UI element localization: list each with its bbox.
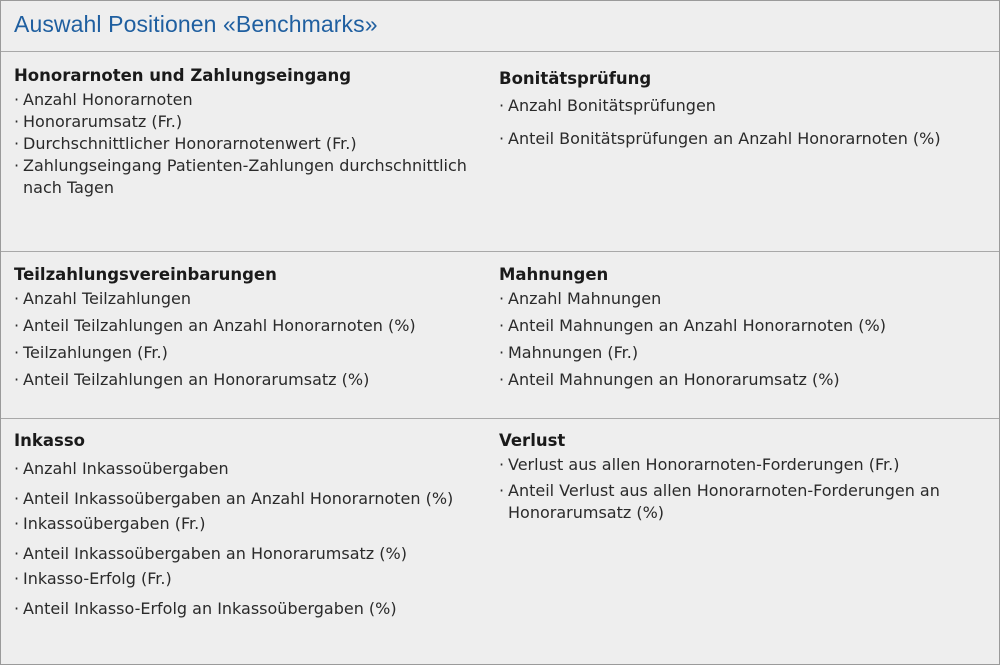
list-item: · Anzahl Teilzahlungen bbox=[14, 288, 484, 310]
section-heading: Teilzahlungsvereinbarungen bbox=[14, 265, 277, 284]
item-list bbox=[499, 288, 979, 391]
panel-title: Auswahl Positionen «Benchmarks» bbox=[14, 11, 378, 37]
section-heading: Inkasso bbox=[14, 431, 85, 450]
section-teilzahlungen bbox=[14, 263, 484, 391]
list-item: · Anzahl Bonitätsprüfungen bbox=[499, 95, 979, 117]
section-divider bbox=[1, 251, 999, 252]
section-heading: Mahnungen bbox=[499, 265, 609, 284]
section-divider bbox=[1, 418, 999, 419]
list-item: · Honorarumsatz (Fr.) bbox=[14, 111, 484, 133]
list-item: · Inkasso-Erfolg (Fr.) bbox=[14, 568, 484, 590]
list-item: · Anteil Mahnungen an Anzahl Honorarnoten (%) bbox=[499, 315, 979, 337]
section-inkasso bbox=[14, 429, 484, 623]
list-item: · Inkassoübergaben (Fr.) bbox=[14, 513, 484, 535]
list-item: · Anteil Verlust aus allen Honorarnoten-Forderungen an Honorarumsatz (%) bbox=[499, 480, 969, 524]
list-item: · Durchschnittlicher Honorarnotenwert (Fr.) bbox=[14, 133, 484, 155]
title-divider bbox=[1, 51, 999, 52]
list-item: · Teilzahlungen (Fr.) bbox=[14, 342, 484, 364]
list-item: · Anteil Bonitätsprüfungen an Anzahl Honorarnoten (%) bbox=[499, 128, 979, 150]
section-heading: Verlust bbox=[499, 431, 566, 450]
list-item: · Anteil Inkassoübergaben an Honorarumsatz (%) bbox=[14, 543, 484, 565]
list-item: · Anteil Inkassoübergaben an Anzahl Honorarnoten (%) bbox=[14, 488, 484, 510]
item-list bbox=[499, 454, 969, 524]
section-honorarnoten bbox=[14, 64, 484, 199]
section-heading: Honorarnoten und Zahlungseingang bbox=[14, 66, 352, 85]
item-list bbox=[14, 288, 484, 391]
list-item: · Verlust aus allen Honorarnoten-Forderungen (Fr.) bbox=[499, 454, 969, 476]
list-item: · Mahnungen (Fr.) bbox=[499, 342, 979, 364]
list-item: · Anzahl Inkassoübergaben bbox=[14, 458, 484, 480]
item-list bbox=[14, 458, 484, 620]
list-item: · Anteil Inkasso-Erfolg an Inkassoübergaben (%) bbox=[14, 598, 484, 620]
section-verlust bbox=[499, 429, 969, 524]
list-item: · Anteil Teilzahlungen an Anzahl Honorarnoten (%) bbox=[14, 315, 484, 337]
section-heading: Bonitätsprüfung bbox=[499, 69, 652, 88]
item-list bbox=[14, 89, 484, 199]
list-item: · Anteil Teilzahlungen an Honorarumsatz (%) bbox=[14, 369, 484, 391]
section-mahnungen bbox=[499, 263, 979, 391]
list-item: · Anzahl Honorarnoten bbox=[14, 89, 484, 111]
section-bonitaetspruefung bbox=[499, 67, 979, 161]
item-list bbox=[499, 95, 979, 150]
list-item: · Anteil Mahnungen an Honorarumsatz (%) bbox=[499, 369, 979, 391]
list-item: · Zahlungseingang Patienten-Zahlungen durchschnittlich nach Tagen bbox=[14, 155, 484, 199]
list-item: · Anzahl Mahnungen bbox=[499, 288, 979, 310]
